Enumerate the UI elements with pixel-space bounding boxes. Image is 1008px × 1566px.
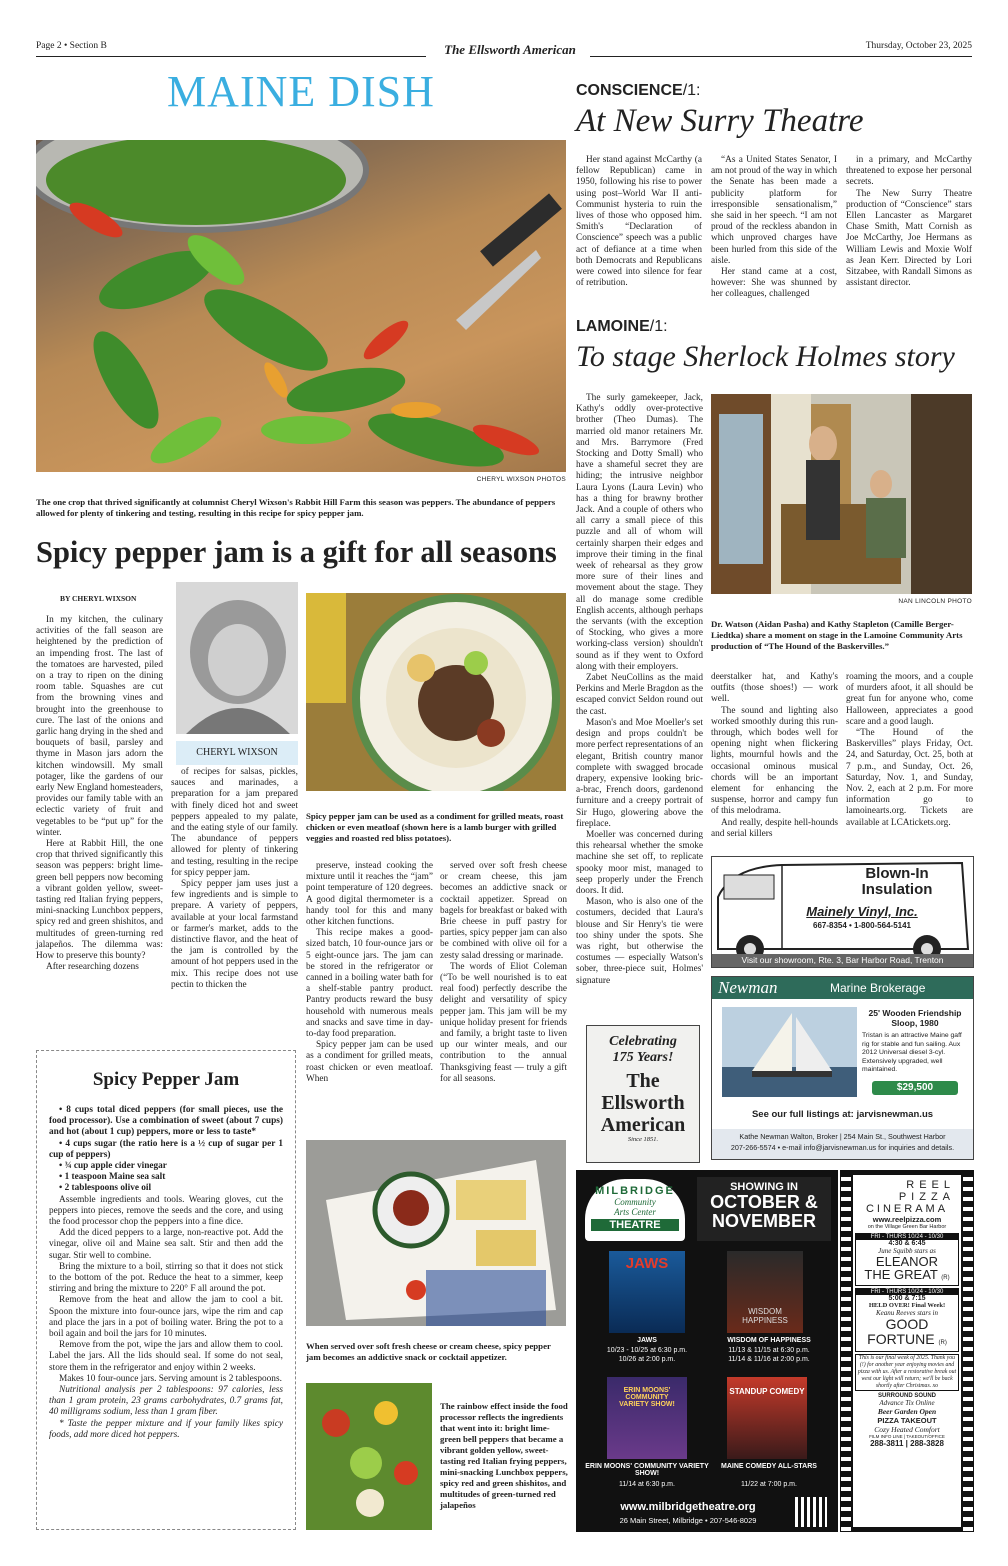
- recipe-step: Remove from the heat and allow the jam to cool a bit. Spoon the mixture into four-ounce jars, wipe the rim and cap and place the jars in a pot of boiling water. Bring the pot to a boil again and boil the jars for 10 minutes.: [49, 1295, 283, 1340]
- pizza-word: PIZZA: [898, 1191, 955, 1203]
- milbridge-sub-1: Community: [614, 1197, 656, 1207]
- paragraph: roaming the moors, and a couple of murders afoot, it all should be great fun for anyone who, come Halloween, appreciates a good scare and a good laugh.: [846, 672, 973, 727]
- article-col-4: [440, 861, 567, 1085]
- held-over: HELD OVER! Final Week!: [868, 1302, 946, 1309]
- recipe-steps: [49, 1195, 283, 1385]
- paragraph: “As a United States Senator, I am not proud of the way in which the Senate has been made a publicity platform for irresponsible sensationalism,” she said in her speech. “I am not proud of the reckless abandon in which unproved charges have been hurled from this side of the aisle.: [711, 155, 837, 266]
- film-strip-left: [841, 1171, 851, 1531]
- lamoine-headline: To stage Sherlock Holmes story: [576, 340, 955, 373]
- kicker-label: LAMOINE: [576, 318, 650, 335]
- show-title: [856, 1332, 958, 1351]
- lamoine-col-1: [576, 393, 703, 987]
- article-col-2: [171, 767, 298, 991]
- beer-garden: Beer Garden Open: [877, 1407, 937, 1416]
- poster-title: JAWS: [625, 1255, 669, 1272]
- show-1: [855, 1233, 959, 1286]
- paragraph: preserve, instead cooking the mixture until it reaches the “jam” point temperature of 120 degrees. A good digital thermometer is a handy tool for this and many other kitchen functions.: [306, 861, 433, 928]
- paragraph: “The Hound of the Baskervilles” plays Friday, Oct. 24, and Saturday, Oct. 25, both at 7 p.m., and Sunday, Oct. 26, Saturday, Nov. 1, and Sunday, Nov. 2, each at 2 p.m. For more information go to lamoinearts.org. Tickets are available at LCAtickets.org.: [846, 728, 973, 828]
- show-title: JAWS: [637, 1337, 657, 1344]
- author-portrait: [176, 582, 298, 734]
- lamoine-col-3: [846, 672, 973, 829]
- insulation-title-2: Insulation: [861, 881, 933, 898]
- article-col-3: [306, 861, 433, 1085]
- paragraph: deerstalker hat, and Kathy's outfits (those shoes!) — work well.: [711, 672, 838, 705]
- show-time: 10/26 at 2:00 p.m.: [618, 1356, 676, 1363]
- masthead-name: The Ellsworth American: [444, 42, 576, 57]
- byline: BY CHERYL WIXSON: [60, 594, 137, 603]
- paper-name-2: Ellsworth: [601, 1092, 685, 1114]
- author-photo: [176, 582, 298, 734]
- header-rule-right: [590, 56, 972, 57]
- stage-photo-credit: NAN LINCOLN PHOTO: [898, 598, 972, 605]
- issue-date: Thursday, October 23, 2025: [865, 41, 972, 51]
- paragraph: Mason, who is also one of the costumers, decided that Laura's blouse and Sir Henry's tie were too shiny under the spots. She was right, but otherwise the costumes — especially Watson's sober, three-piece suit, Holmes' signature: [576, 897, 703, 986]
- boat-price: $29,500: [872, 1081, 958, 1095]
- processor-illustration: [306, 1383, 432, 1530]
- newman-tagline: Marine Brokerage: [830, 981, 926, 995]
- show-time: 10/23 - 10/25 at 6:30 p.m.: [606, 1347, 688, 1354]
- reel-word: REEL: [906, 1179, 955, 1191]
- cinerama-word: CINERAMA: [865, 1203, 949, 1215]
- lamoine-kicker: [576, 318, 668, 336]
- paragraph: After researching dozens: [46, 962, 139, 973]
- milbridge-ad: [576, 1170, 838, 1532]
- paragraph: Moeller was concerned during this rehearsal whether the smoke machine she set off, to replicate spooky moor mist, managed to seep properly under the French doors. It did.: [576, 829, 703, 896]
- show-time: 11/22 at 7:00 p.m.: [741, 1481, 797, 1488]
- insulation-footer: Visit our showroom, Rte. 3, Bar Harbor Road, Trenton: [712, 954, 973, 967]
- conscience-col-3: [846, 155, 972, 289]
- anniversary-ad: [586, 1025, 700, 1163]
- advance-tix: Advance Tix Online: [879, 1399, 935, 1407]
- section-title: MAINE DISH: [167, 67, 435, 116]
- pepper-illustration: [36, 140, 566, 472]
- conscience-headline: At New Surry Theatre: [576, 103, 864, 139]
- kicker-label: CONSCIENCE: [576, 82, 683, 99]
- paragraph: The surly gamekeeper, Jack, Kathy's oddly over-protective brother (Theo Dumas). The married old manor retainers Mr. and Mrs. Barrymore (Fred Stocking and Dotty Small) who have a shameful secret they are hiding; the intrusive neighbor Laura Lyons (Laura Levin) who has a thing for brawny brother Jack. And a couple of others who all carry a small piece of this puzzle and all of whom will certainly sharpen their edges and improve their timing in the final week of rehearsal as they grow more sure of their lines and movement about the stage. They all do manage some credible English accents, although perhaps the servants (with the exception of Stocking, who gives a more working-class version) shouldn't sound as if they went to Oxford along with their employers.: [576, 393, 703, 672]
- reelpizza-panel: [853, 1175, 961, 1527]
- cozy-comfort: Cozy Heated Comfort: [874, 1425, 940, 1434]
- recipe-title: Spicy Pepper Jam: [92, 1069, 240, 1090]
- cheese-photo-caption: When served over soft fresh cheese or cream cheese, spicy pepper jam becomes an addictive snack or cocktail appetizer.: [306, 1341, 551, 1362]
- plate-illustration: [306, 593, 566, 791]
- since-label: Since 1851.: [627, 1136, 659, 1143]
- paper-name-3: American: [600, 1114, 686, 1136]
- surround-sound: SURROUND SOUND: [877, 1393, 936, 1399]
- reelpizza-note: This is our final week of 2025. Thank you (!) for another year enjoying movies and pizza with us. After a restorative break out west our light will return; we'll be back shortly after Christmas. xo: [855, 1354, 959, 1391]
- rating: (R): [938, 1340, 947, 1346]
- paragraph: Her stand against McCarthy (a fellow Republican) came in 1950, following his rise to power using post–World War II anti-Communist hysteria to ruin the lives of those who opposed him. Smith's “Declaration of Conscience” speech was a public act of defiance at a time when both Democrats and Republicans were cowed into silence for fear of retribution.: [576, 155, 702, 289]
- milbridge-address: 26 Main Street, Milbridge • 207-546-8029: [619, 1516, 757, 1525]
- insulation-brand: Mainely Vinyl, Inc.: [806, 904, 918, 919]
- phone-label: FILM INFO LINE | TAKEOUT/OFFICE: [869, 1434, 945, 1439]
- recipe-step: Add the diced peppers to a large, non-reactive pot. Add the vinegar, olive oil and Maine sea salt. Stir and then add the sugar. Stir well to combine.: [49, 1228, 283, 1261]
- ingredient: • 8 cups total diced peppers (for small pieces, use the food processor). Use a combination of sweet (about 7 cups) and hot (about 1 cup) peppers, more or less to taste*: [49, 1105, 283, 1138]
- show-star: Keanu Reeves stars in: [875, 1309, 938, 1317]
- rating: (R): [941, 1275, 950, 1281]
- plate-photo-caption: Spicy pepper jam can be used as a condiment for grilled meats, roast chicken or even meatloaf (shown here is a lamb burger with grilled veggies and roasted red bliss potatoes).: [306, 811, 564, 843]
- qr-code-icon: [795, 1497, 827, 1527]
- paragraph: Mason's and Moe Moeller's set design and props couldn't be more perfect representations of an elegant, British country manor complete with swagged brocade drapery, expensive looking bric-a-brac, French doors, gardenond furniture and a creepy portrait of Sir Hugo, glowering above the fireplace.: [576, 717, 703, 829]
- kicker-suffix: /1:: [682, 82, 701, 99]
- newman-ad: [711, 976, 974, 1160]
- newman-brand: Newman: [718, 978, 778, 997]
- stage-photo-caption: Dr. Watson (Aidan Pasha) and Kathy Stapleton (Camille Berger-Liedtka) share a moment on stage in the Lamoine Community Arts production of “The Hound of the Baskervilles.”: [711, 619, 963, 651]
- plate-photo: [306, 593, 566, 791]
- paragraph: of recipes for salsas, pickles, sauces and marinades, a preparation for a jam prepared with finely diced hot and sweet peppers appealed to my palate, and the eating style of our family. The abundance of peppers allowed for plenty of tinkering and testing, resulting in the recipe for spicy pepper jam.: [171, 767, 298, 878]
- sailboat-photo: [722, 1007, 857, 1097]
- show-poster-jaws: [609, 1251, 685, 1333]
- milbridge-logo: [585, 1179, 685, 1241]
- show-poster-wisdom: [727, 1251, 803, 1333]
- conscience-col-2: [711, 155, 837, 301]
- show-2: [855, 1288, 959, 1352]
- conscience-kicker: [576, 82, 700, 100]
- show-star: June Squibb stars as: [878, 1247, 936, 1255]
- show-title: ERIN MOONS' COMMUNITY VARIETY SHOW!: [585, 1463, 709, 1477]
- newman-contact-1: Kathe Newman Walton, Broker | 254 Main St., Southwest Harbor: [739, 1132, 946, 1141]
- recipe-step: Bring the mixture to a boil, stirring so that it does not stick to the bottom of the pot. Reduce the heat to a simmer, keep stirring and bring the mixture to 220° F all around the pot.: [49, 1261, 283, 1295]
- showing-label: SHOWING IN: [730, 1181, 798, 1193]
- paragraph: in a primary, and McCarthy threatened to expose her personal secrets.: [846, 155, 972, 188]
- show-time: 11/14 & 11/16 at 2:00 p.m.: [728, 1356, 810, 1363]
- milbridge-arch: MILBRIDGE: [595, 1185, 675, 1197]
- recipe-box: [36, 1050, 296, 1530]
- headline: Spicy pepper jam is a gift for all seasons: [36, 535, 557, 569]
- recipe-step: Makes 10 four-ounce jars. Serving amount is 2 tablespoons.: [59, 1373, 282, 1384]
- paragraph: The sound and lighting also worked smoothly during this run-through, which bodes well for opening night when flickering lights, mournful howls and the occasional ominous musical chords will be an important element for enhancing the suspense, horror and campy fun of this melodrama.: [711, 705, 838, 817]
- show-poster-comedy: [727, 1377, 807, 1459]
- newman-contact-2: 207-266-5574 • e-mail info@jarvisnewman.us for inquiries and details.: [730, 1143, 955, 1152]
- pepper-photo: [36, 140, 566, 472]
- processor-photo-caption: The rainbow effect inside the food processor reflects the ingredients that went into it: bright lime-green bell peppers that became a vibrant golden yellow, sweet-tasting red Italian frying peppers, mini-snacking Lunchbox peppers, spicy red and green shishitos, and multitudes of green-turned red jalapeños: [440, 1401, 568, 1510]
- insulation-ad: [711, 856, 974, 968]
- author-label: CHERYL WIXSON: [176, 741, 298, 765]
- nutrition-note: Nutritional analysis per 2 tablespoons: 97 calories, less than 1 gram protein, 23 grams carbohydrates, 0.7 grams fat, 40 milligrams sodium, less than 1 gram fiber.: [49, 1385, 283, 1418]
- insulation-title-1: Blown-In: [865, 865, 929, 882]
- show-times: 5:00 & 7:15: [888, 1295, 926, 1302]
- paragraph: And really, despite hell-hounds and serial killers: [711, 817, 838, 839]
- recipe-step: Remove from the pot, wipe the jars and allow them to cool. Label the jars. All the lids should seal. If some do not seal, store them in the refrigerator and enjoy within 2 weeks.: [49, 1340, 283, 1373]
- paragraph: Zabet NeuCollins as the maid Perkins and Merle Bragdon as the escaped convict Seldon round out the cast.: [576, 673, 703, 717]
- show-time: 11/14 at 6:30 p.m.: [619, 1481, 675, 1488]
- paragraph: The New Surry Theatre production of “Conscience” stars Ellen Lancaster as Margaret Chase Smith, Matt Cornish as Joe McCarthy, Joe Hermans as William Lewis and Moxie Wolf as Jean Kerr. Directed by Lori Sitzabee, with Randall Simons as assistant director.: [846, 188, 972, 289]
- show-title-text: THE GREAT: [864, 1267, 938, 1282]
- paragraph: This recipe makes a good-sized batch, 10 four-ounce jars or 5 eight-ounce jars. The jam can be stored in the refrigerator or canned in a boiling water bath for a shelf-stable pantry product. Pantry products reward the busy household with numerous meals and snacks and save time in day-to-day food preparation.: [306, 928, 433, 1040]
- reelpizza-url: www.reelpizza.com: [872, 1215, 942, 1224]
- paragraph: Spicy pepper jam uses just a few ingredients and is simple to prepare. A variety of peppers, available at your local farmstand or farmer's market, adds to the distinctive flavor, and the heat of the jam is controlled by the amount of hot peppers used in the mix. This recipe does not use pectin to thicken the: [171, 879, 298, 990]
- show-title: GOOD: [885, 1316, 929, 1332]
- show-title: WISDOM OF HAPPINESS: [727, 1337, 811, 1344]
- pizza-takeout: PIZZA TAKEOUT: [877, 1416, 937, 1425]
- header-rule-left: [36, 56, 426, 57]
- show-title: ELEANOR: [875, 1254, 939, 1269]
- anniversary-line-2: 175 Years!: [612, 1050, 674, 1065]
- conscience-col-1: [576, 155, 702, 289]
- paragraph: Her stand came at a cost, however: She was shunned by her colleagues, challenged: [711, 267, 837, 300]
- show-dates: FRI - THURS 10/24 - 10/30: [856, 1289, 958, 1295]
- photo-credit: CHERYL WIXSON PHOTOS: [476, 476, 566, 483]
- show-time: 11/13 & 11/15 at 6:30 p.m.: [728, 1347, 810, 1354]
- show-times: 4:30 & 6:45: [888, 1240, 926, 1247]
- cheese-illustration: [306, 1140, 566, 1326]
- show-title: [856, 1268, 958, 1285]
- stage-illustration: [711, 394, 972, 594]
- stage-photo: [711, 394, 972, 594]
- showing-months-2: NOVEMBER: [711, 1211, 816, 1231]
- article-col-1: [36, 615, 163, 974]
- cheese-photo: [306, 1140, 566, 1326]
- reelpizza-phones: 288-3811 | 288-3828: [870, 1439, 944, 1448]
- processor-photo: [306, 1383, 432, 1530]
- milbridge-website: www.milbridgetheatre.org: [620, 1501, 756, 1513]
- ingredient: • ¾ cup apple cider vinegar: [59, 1161, 167, 1172]
- paragraph: The words of Eliot Coleman (“To be well nourished is to eat real food) perfectly describe the delight and versatility of spicy pepper jam. This jam will be my unique holiday present for friends and family, a bright taste to liven up our winter meals, and our contribution to the annual Thanksgiving feast — truly a gift for all seasons.: [440, 961, 567, 1084]
- recipe-step: Assemble ingredients and tools. Wearing gloves, cut the peppers into pieces, remove the seeds and the core, and using the food processor chop the peppers into a fine dice.: [49, 1194, 283, 1228]
- boat-title: 25' Wooden Friendship Sloop, 1980: [868, 1008, 962, 1028]
- show-dates: FRI - THURS 10/24 - 10/30: [856, 1234, 958, 1240]
- taste-note: * Taste the pepper mixture and if your family likes spicy foods, add more diced hot peppers.: [49, 1418, 283, 1440]
- anniversary-line-1: Celebrating: [609, 1034, 677, 1049]
- paper-name-1: The: [626, 1070, 660, 1092]
- poster-title: STANDUP COMEDY: [729, 1387, 805, 1396]
- lamoine-col-2: [711, 672, 838, 840]
- page-folio: Page 2 • Section B: [36, 41, 107, 51]
- milbridge-sub-2: Arts Center: [614, 1207, 656, 1217]
- reelpizza-location: on the Village Green Bar Harbor: [867, 1224, 947, 1230]
- paragraph: served over soft fresh cheese or cream cheese, this jam becomes an addictive snack or cocktail appetizer. Spread on bagels for breakfast or baked with Brie cheese in puff pastry for parties, spicy pepper jam can also be combined with olive oil for a zesty salad dressing or marinade.: [440, 861, 567, 961]
- ingredient: • 4 cups sugar (the ratio here is a ½ cup of sugar per 1 cup of peppers): [49, 1138, 283, 1160]
- ingredient-list: [49, 1105, 283, 1195]
- showing-box: [697, 1177, 831, 1241]
- kicker-suffix: /1:: [649, 318, 668, 335]
- insulation-phones: 667-8354 • 1-800-564-5141: [813, 921, 911, 930]
- poster-title: WISDOM HAPPINESS: [742, 1307, 788, 1325]
- milbridge-theatre: THEATRE: [591, 1219, 679, 1231]
- show-title-text: FORTUNE: [867, 1331, 935, 1347]
- show-poster-variety: [607, 1377, 687, 1459]
- paragraph: Here at Rabbit Hill, the one crop that thrived significantly this season was peppers: bright lime-green bell peppers now becoming a vibrant golden yellow, sweet-tasting red Italian frying peppers, mini-snacking Lunchbox peppers, spicy red and green shishitos, and multitudes of green-turning red jalapeños. The dilemma was: How to preserve this bounty?: [36, 839, 163, 962]
- film-strip-right: [963, 1171, 973, 1531]
- newman-listings: See our full listings at: jarvisnewman.us: [751, 1109, 934, 1120]
- poster-title: ERIN MOONS' COMMUNITY VARIETY SHOW!: [619, 1387, 675, 1408]
- ingredient: • 1 teaspoon Maine sea salt: [59, 1172, 166, 1183]
- sailboat-illustration: [722, 1007, 857, 1097]
- showing-months-1: OCTOBER &: [710, 1192, 818, 1212]
- paragraph: In my kitchen, the culinary activities of the fall season are heightened by the prediction of an impending frost. The last of the tomatoes are harvested, piled on a tray to ripen on the dining room table. Squashes are cut from the browning vines and brought into the greenhouse to cure. The last of the onions and garlic hang drying in the shed and bouquets of basil, parsley and thyme in Mason jars adorn the kitchen windowsill. My small potager, like the gardens of our early New England homesteaders, provides our family table with an eclectic variety of fruit and vegetables to be “put up” for the winter.: [36, 615, 164, 838]
- ingredient: • 2 tablespoons olive oil: [59, 1183, 152, 1194]
- show-title: MAINE COMEDY ALL-STARS: [721, 1463, 817, 1470]
- reelpizza-ad: [840, 1170, 974, 1532]
- boat-desc: Tristan is an attractive Maine gaff rig for stable and fun sailing. Aux 2012 Universal diesel 3-cyl. Extensively upgraded, well maintained.: [862, 1032, 962, 1074]
- paragraph: Spicy pepper jam can be used as a condiment for grilled meats, roast chicken or even meatloaf. When: [306, 1040, 433, 1084]
- main-photo-caption: The one crop that thrived significantly at columnist Cheryl Wixson's Rabbit Hill Farm this season was peppers. The abundance of peppers allowed for plenty of tinkering and testing, resulting in this recipe for spicy pepper jam.: [36, 497, 556, 518]
